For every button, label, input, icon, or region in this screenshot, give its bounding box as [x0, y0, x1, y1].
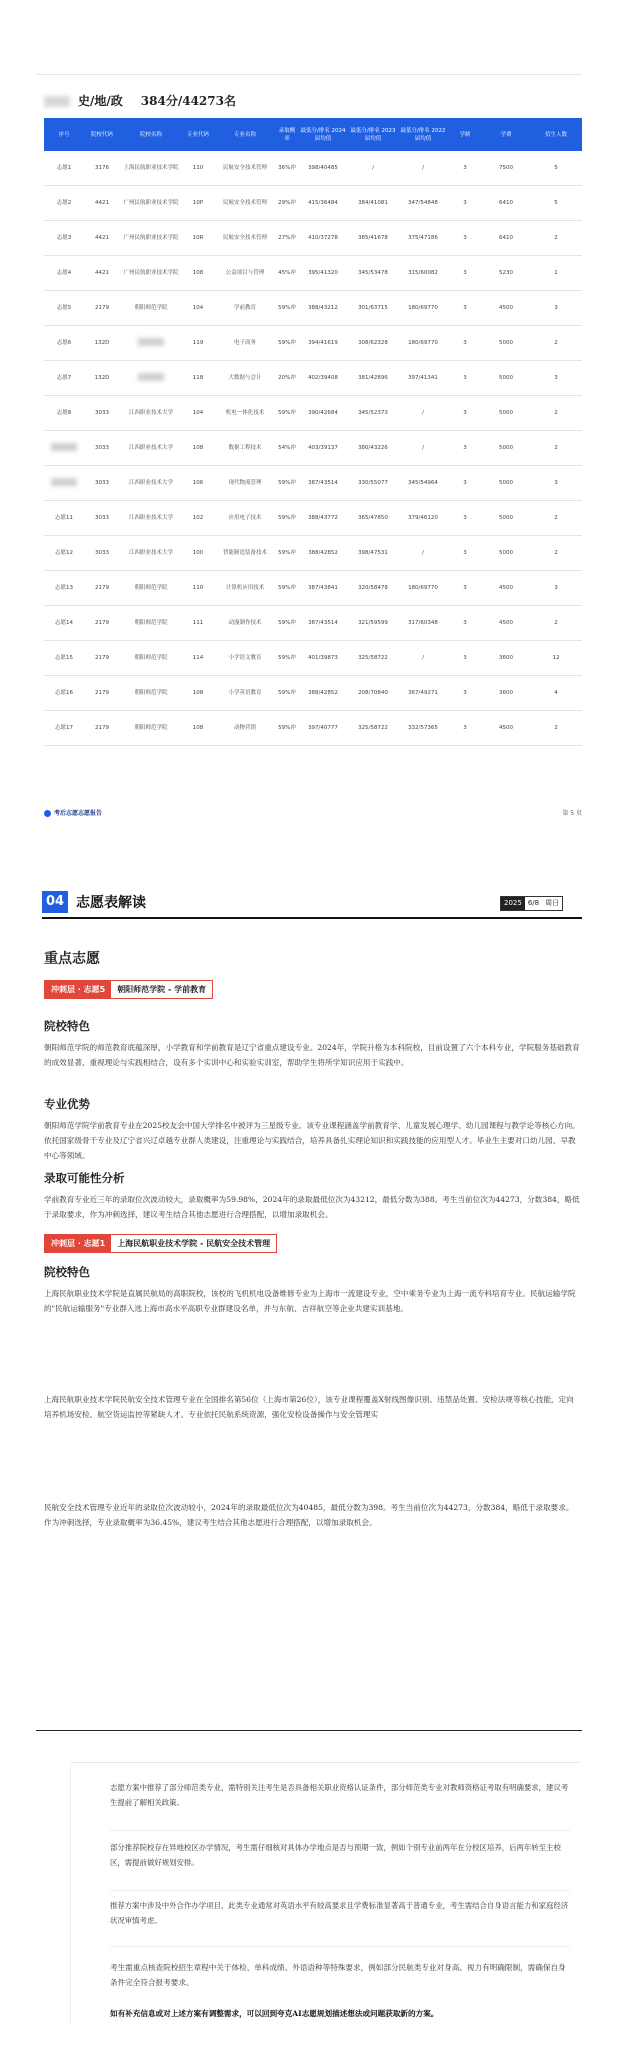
table-cell: 民航安全技术管理 — [214, 151, 276, 186]
table-cell: / — [398, 641, 448, 676]
table-cell: 3 — [448, 186, 482, 221]
table-cell: 机电一体化技术 — [214, 396, 276, 431]
school-feature-text: 朝阳师范学院的师范教育底蕴深厚，小学教育和学前教育是辽宁省重点建设专业。2024年，学院升格为本科院校，目前设置了六个本科专业，学院服务基础教育的成效显著，重视理论与实践相结合，设有多个实训中心和实验实训室，帮助学生将所学知识应用于实践中。 — [44, 1043, 580, 1067]
table-cell: 106 — [182, 466, 214, 501]
table-cell: 6410 — [482, 221, 530, 256]
table-cell: 59%冲 — [276, 326, 298, 361]
table-cell: 江西职业技术大学 — [120, 536, 182, 571]
table-cell: 上海民航职业技术学院 — [120, 151, 182, 186]
table-cell: 5 — [530, 186, 582, 221]
table-cell: 4500 — [482, 711, 530, 746]
column-header: 院校名称 — [120, 118, 182, 151]
column-header: 最低分/排名 2024届均值 — [298, 118, 348, 151]
table-cell: 59%冲 — [276, 571, 298, 606]
table-cell: 民航安全技术管理 — [214, 186, 276, 221]
table-cell: 387/43841 — [298, 571, 348, 606]
table-cell: 广州民航职业技术学院 — [120, 221, 182, 256]
table-cell: 59%冲 — [276, 466, 298, 501]
table-cell: 4421 — [84, 221, 120, 256]
section-title: 志愿表解读 — [76, 895, 146, 911]
table-cell: 114 — [182, 641, 214, 676]
table-cell: 3033 — [84, 501, 120, 536]
table-cell: 3600 — [482, 641, 530, 676]
table-cell: 381/42896 — [348, 361, 398, 396]
table-cell: 志愿16 — [44, 676, 84, 711]
table-cell: 387/43514 — [298, 606, 348, 641]
table-cell: 3 — [448, 676, 482, 711]
page-number: 第 5 页 — [562, 810, 582, 817]
table-cell: 108 — [182, 676, 214, 711]
table-cell: 志愿8 — [44, 396, 84, 431]
table-cell: 29%冲 — [276, 186, 298, 221]
table-cell: 384/41081 — [348, 186, 398, 221]
table-cell: 401/39873 — [298, 641, 348, 676]
table-cell: 388/43772 — [298, 501, 348, 536]
table-row — [44, 641, 582, 676]
note-separator — [110, 1830, 570, 1831]
table-cell: 347/54848 — [398, 186, 448, 221]
table-cell: 志愿11 — [44, 501, 84, 536]
table-cell: 朝阳师范学院 — [120, 641, 182, 676]
table-cell — [44, 431, 84, 466]
table-cell: 308/62328 — [348, 326, 398, 361]
table-cell: 3033 — [84, 536, 120, 571]
table-cell: 388/43212 — [298, 291, 348, 326]
table-cell: 志愿14 — [44, 606, 84, 641]
table-cell: 7500 — [482, 151, 530, 186]
table-cell: 3176 — [84, 151, 120, 186]
table-cell: 345/53478 — [348, 256, 398, 291]
table-cell: 332/57365 — [398, 711, 448, 746]
table-cell: 3 — [448, 711, 482, 746]
note-separator — [110, 1890, 570, 1891]
table-cell: 180/69770 — [398, 571, 448, 606]
table-cell: 345/52373 — [348, 396, 398, 431]
table-cell: 公益项目与管理 — [214, 256, 276, 291]
table-cell: 计算机应用技术 — [214, 571, 276, 606]
column-header: 最低分/排名 2023届均值 — [348, 118, 398, 151]
table-cell: 5000 — [482, 431, 530, 466]
table-cell: 3 — [530, 571, 582, 606]
redacted-cell — [51, 478, 77, 486]
table-cell: 301/63715 — [348, 291, 398, 326]
table-cell: 2 — [530, 431, 582, 466]
table-cell: 广州民航职业技术学院 — [120, 256, 182, 291]
redacted-cell — [138, 338, 164, 346]
table-cell: 3 — [448, 326, 482, 361]
school-feature-heading: 院校特色 — [44, 1019, 90, 1033]
table-row — [44, 711, 582, 746]
table-cell: 3 — [448, 466, 482, 501]
table-cell: 3600 — [482, 676, 530, 711]
table-cell: 4421 — [84, 186, 120, 221]
table-row — [44, 396, 582, 431]
table-cell: 4 — [530, 676, 582, 711]
table-cell: 110 — [182, 151, 214, 186]
footer-logo — [44, 808, 102, 817]
table-cell: 4500 — [482, 571, 530, 606]
note-1: 志愿方案中推荐了部分师范类专业，需特别关注考生是否具备相关职业资格认证条件，部分师范类专业对教师资格证考取有明确要求，建议考生提前了解相关政策。 — [110, 1783, 569, 1807]
table-cell: 5000 — [482, 326, 530, 361]
table-row — [44, 431, 582, 466]
table-cell: 3033 — [84, 396, 120, 431]
table-cell: 3 — [530, 291, 582, 326]
table-cell: / — [398, 396, 448, 431]
table-cell: 4500 — [482, 606, 530, 641]
notes-side-line — [70, 1765, 71, 2025]
table-cell: 江西职业技术大学 — [120, 501, 182, 536]
score-rank-text: 384分/44273名 — [140, 94, 236, 108]
table-cell: 小学英语教育 — [214, 676, 276, 711]
table-cell: 317/60348 — [398, 606, 448, 641]
note-4: 考生需重点核查院校招生章程中关于体检、单科成绩、外语语种等特殊要求，例如部分民航类专业对身高、视力有明确限制，需确保自身条件完全符合报考要求。 — [110, 1963, 566, 1987]
table-cell: 朝阳师范学院 — [120, 711, 182, 746]
table-cell: 59%冲 — [276, 676, 298, 711]
column-header: 专业代码 — [182, 118, 214, 151]
table-cell: 3033 — [84, 431, 120, 466]
redacted-cell — [138, 373, 164, 381]
table-cell: 45%冲 — [276, 256, 298, 291]
table-row — [44, 571, 582, 606]
major-advantage-heading: 专业优势 — [44, 1097, 90, 1111]
table-cell: 3 — [448, 151, 482, 186]
table-cell: 367/49271 — [398, 676, 448, 711]
table-cell: 3 — [448, 221, 482, 256]
redacted-cell — [51, 443, 77, 451]
tag-school-major: 朝阳师范学院 - 学前教育 — [117, 985, 207, 994]
date-md: 6/8 — [527, 899, 540, 907]
table-cell: 10P — [182, 186, 214, 221]
table-cell: 12 — [530, 641, 582, 676]
school-feature-text-2: 上海民航职业技术学院是直属民航局的高职院校，该校的飞机机电设备维修专业为上海市一流建设专业，空中乘务专业为上海一流专科培育专业。民航运输学院的"民航运输服务"专业群入选上海市高水平高职专业群建设名单，并与东航、吉祥航空等企业共建实训基地。 — [44, 1289, 576, 1313]
table-cell: 3 — [448, 291, 482, 326]
report-page — [0, 0, 620, 830]
table-cell: 3 — [448, 501, 482, 536]
table-cell: / — [348, 151, 398, 186]
table-cell — [120, 326, 182, 361]
table-cell: 3 — [448, 536, 482, 571]
table-cell: 2179 — [84, 291, 120, 326]
table-cell: 动漫制作技术 — [214, 606, 276, 641]
table-cell: 108 — [182, 711, 214, 746]
table-cell: 2179 — [84, 571, 120, 606]
table-cell: 大数据与会计 — [214, 361, 276, 396]
table-cell: 江西职业技术大学 — [120, 396, 182, 431]
table-cell: 104 — [182, 291, 214, 326]
table-cell: / — [398, 536, 448, 571]
table-cell: 208/70840 — [348, 676, 398, 711]
table-cell: 365/47850 — [348, 501, 398, 536]
table-cell: 27%冲 — [276, 221, 298, 256]
table-row — [44, 676, 582, 711]
table-row — [44, 256, 582, 291]
table-cell: 3 — [530, 361, 582, 396]
table-cell: 志愿2 — [44, 186, 84, 221]
table-cell: 朝阳师范学院 — [120, 291, 182, 326]
major-advantage-text-2: 上海民航职业技术学院民航安全技术管理专业在全国排名第56位（上海市第26位），该专业课程覆盖X射线图像识别、违禁品处置、安检法规等核心技能，定向培养机场安检、航空货运监控等紧缺人才。专业依托民航系统资源，强化安检设备操作与安全管理实 — [44, 1395, 574, 1419]
table-cell: 2179 — [84, 711, 120, 746]
table-cell: 397/40777 — [298, 711, 348, 746]
table-cell: 375/47186 — [398, 221, 448, 256]
column-header: 序号 — [44, 118, 84, 151]
table-cell: 315/60082 — [398, 256, 448, 291]
table-cell: / — [398, 151, 448, 186]
table-cell: 小学语文教育 — [214, 641, 276, 676]
table-cell: 102 — [182, 501, 214, 536]
table-cell: 132D — [84, 361, 120, 396]
page-footer — [44, 808, 582, 818]
table-cell: 2 — [530, 501, 582, 536]
table-cell: 3 — [448, 396, 482, 431]
column-header: 学制 — [448, 118, 482, 151]
table-cell: 朝阳师范学院 — [120, 676, 182, 711]
table-cell: 403/39137 — [298, 431, 348, 466]
table-row — [44, 291, 582, 326]
notes-divider — [36, 1730, 582, 1731]
table-cell: 4421 — [84, 256, 120, 291]
table-cell: 朝阳师范学院 — [120, 606, 182, 641]
date-box — [500, 896, 563, 911]
subjects-text: 史/地/政 — [78, 94, 123, 108]
table-cell: 54%冲 — [276, 431, 298, 466]
table-cell: 2 — [530, 711, 582, 746]
table-cell: 2 — [530, 396, 582, 431]
major-advantage-text: 朝阳师范学院学前教育专业在2025校友会中国大学排名中被评为三星级专业。该专业课程涵盖学前教育学、儿童发展心理学、幼儿园课程与教学论等核心方向。依托国家级骨干专业及辽宁省兴辽卓越专业群人类建设，注重理论与实践结合，培养具备扎实理论知识和实践技能的应用型人才。毕业生主要对口幼儿园、早教中心等领域。 — [44, 1121, 580, 1160]
table-cell: 现代物流管理 — [214, 466, 276, 501]
table-cell: 2179 — [84, 641, 120, 676]
table-cell: 387/43514 — [298, 466, 348, 501]
table-cell: 330/55077 — [348, 466, 398, 501]
table-cell: 5000 — [482, 536, 530, 571]
table-cell: 6410 — [482, 186, 530, 221]
table-cell: 110 — [182, 571, 214, 606]
table-cell: 2 — [530, 326, 582, 361]
table-cell: 志愿12 — [44, 536, 84, 571]
table-cell: 志愿7 — [44, 361, 84, 396]
table-cell: 394/41619 — [298, 326, 348, 361]
table-cell: 1 — [530, 256, 582, 291]
table-cell: 3 — [448, 361, 482, 396]
table-cell: 5 — [530, 151, 582, 186]
probability-text-2: 民航安全技术管理专业近年的录取位次波动较小，2024年的录取最低位次为40485，最低分数为398。考生当前位次为44273，分数384，略低于录取要求。作为冲刺选择，专业录取概率为36.45%，建议考生结合其他志愿进行合理搭配，以增加录取机会。 — [44, 1503, 574, 1527]
table-cell: 2 — [530, 221, 582, 256]
table-cell: 志愿13 — [44, 571, 84, 606]
table-cell: 2 — [530, 536, 582, 571]
table-cell: 5000 — [482, 361, 530, 396]
table-cell: 132D — [84, 326, 120, 361]
table-row — [44, 361, 582, 396]
table-row — [44, 466, 582, 501]
column-header: 录取概率 — [276, 118, 298, 151]
table-cell: 104 — [182, 396, 214, 431]
table-cell: 3 — [448, 256, 482, 291]
table-cell: 数据工程技术 — [214, 431, 276, 466]
top-divider — [36, 74, 582, 75]
table-cell: 398/47531 — [348, 536, 398, 571]
table-cell: 动物营销 — [214, 711, 276, 746]
logo-icon — [44, 810, 51, 817]
table-cell: 志愿6 — [44, 326, 84, 361]
column-header: 院校代码 — [84, 118, 120, 151]
focus-tag-1 — [44, 980, 213, 999]
table-cell: 402/39408 — [298, 361, 348, 396]
table-cell: 410/37278 — [298, 221, 348, 256]
table-cell: 10R — [182, 221, 214, 256]
table-cell: 59%冲 — [276, 711, 298, 746]
table-row — [44, 151, 582, 186]
table-row — [44, 501, 582, 536]
table-cell: 3 — [448, 641, 482, 676]
table-cell: 2179 — [84, 676, 120, 711]
table-cell: 180/69770 — [398, 291, 448, 326]
table-row — [44, 186, 582, 221]
table-header-row — [44, 118, 582, 151]
table-cell: 5000 — [482, 501, 530, 536]
table-cell: 5000 — [482, 466, 530, 501]
table-cell: / — [398, 431, 448, 466]
table-row — [44, 606, 582, 641]
table-row — [44, 536, 582, 571]
table-cell: 345/54964 — [398, 466, 448, 501]
table-body — [44, 151, 582, 746]
section-number: 04 — [42, 891, 68, 913]
note-3: 推荐方案中涉及中外合作办学项目，此类专业通常对英语水平有较高要求且学费标准显著高于普通专业，考生需结合自身语言能力和家庭经济状况审慎考虑。 — [110, 1901, 569, 1925]
table-cell: 59%冲 — [276, 501, 298, 536]
table-cell: 397/41341 — [398, 361, 448, 396]
volunteer-table — [44, 118, 582, 746]
table-cell: 志愿3 — [44, 221, 84, 256]
table-cell: 志愿1 — [44, 151, 84, 186]
table-cell: 朝阳师范学院 — [120, 571, 182, 606]
table-cell: 59%冲 — [276, 606, 298, 641]
table-cell: 广州民航职业技术学院 — [120, 186, 182, 221]
table-cell: 395/41320 — [298, 256, 348, 291]
notes-top-line — [70, 1762, 580, 1763]
table-cell: 119 — [182, 326, 214, 361]
table-cell: 志愿17 — [44, 711, 84, 746]
date-week: 周日 — [545, 899, 560, 907]
table-cell: 380/43226 — [348, 431, 398, 466]
table-cell: 应用电子技术 — [214, 501, 276, 536]
table-cell: 398/40485 — [298, 151, 348, 186]
tag-school-major: 上海民航职业技术学院 - 民航安全技术管理 — [117, 1239, 271, 1248]
table-cell: 3 — [448, 571, 482, 606]
student-header — [44, 92, 236, 109]
table-cell: 390/42684 — [298, 396, 348, 431]
table-cell: 20%冲 — [276, 361, 298, 396]
table-cell: 388/42852 — [298, 676, 348, 711]
column-header: 学费 — [482, 118, 530, 151]
table-cell: 111 — [182, 606, 214, 641]
probability-heading: 录取可能性分析 — [44, 1171, 125, 1185]
section-divider — [42, 917, 582, 919]
closing-line: 如有补充信息或对上述方案有调整需求，可以回到夸克AI志愿规划描述想法或问题获取新的方案。 — [110, 2009, 439, 2018]
table-cell: 325/58722 — [348, 711, 398, 746]
tag-level: 冲刺层 · 志愿1 — [45, 1235, 111, 1252]
redacted-name — [44, 96, 70, 107]
note-separator — [110, 1946, 570, 1947]
table-cell: 智能制造装备技术 — [214, 536, 276, 571]
table-cell: 5230 — [482, 256, 530, 291]
table-cell: 3033 — [84, 466, 120, 501]
table-cell: 59%冲 — [276, 536, 298, 571]
table-row — [44, 221, 582, 256]
table-cell: 385/41678 — [348, 221, 398, 256]
table-cell: 108 — [182, 431, 214, 466]
tag-level: 冲刺层 · 志愿5 — [45, 981, 111, 998]
table-cell: 电子商务 — [214, 326, 276, 361]
table-cell — [120, 361, 182, 396]
table-cell: 2179 — [84, 606, 120, 641]
closing-text — [110, 1960, 570, 2021]
table-cell: 民航安全技术管理 — [214, 221, 276, 256]
table-cell: 志愿4 — [44, 256, 84, 291]
table-cell: 5000 — [482, 396, 530, 431]
date-year: 2025 — [501, 897, 525, 910]
table-cell: 59%冲 — [276, 291, 298, 326]
table-row — [44, 326, 582, 361]
column-header: 专业名称 — [214, 118, 276, 151]
table-cell: 36%冲 — [276, 151, 298, 186]
note-2: 部分推荐院校存在异地校区办学情况，考生需仔细核对具体办学地点是否与预期一致，例如个别专业前两年在分校区培养，后两年转至主校区，需提前做好规划安排。 — [110, 1843, 561, 1867]
table-cell: 379/46120 — [398, 501, 448, 536]
probability-text: 学前教育专业近三年的录取位次波动较大，录取概率为59.98%，2024年的录取最低位次为43212，最低分数为388。考生当前位次为44273，分数384，略低于录取要求，作为冲刺选择，建议考生结合其他志愿进行合理搭配，以增加录取机会。 — [44, 1195, 580, 1219]
table-cell: 3 — [530, 466, 582, 501]
focus-title: 重点志愿 — [44, 951, 100, 967]
table-cell: 415/36484 — [298, 186, 348, 221]
table-cell: 4500 — [482, 291, 530, 326]
table-cell: 321/59599 — [348, 606, 398, 641]
table-cell: 志愿5 — [44, 291, 84, 326]
section-header — [36, 888, 582, 918]
table-cell: 59%冲 — [276, 396, 298, 431]
table-cell: 志愿15 — [44, 641, 84, 676]
table-cell: 江西职业技术大学 — [120, 431, 182, 466]
table-cell: 388/42852 — [298, 536, 348, 571]
table-cell: 59%冲 — [276, 641, 298, 676]
table-cell: 江西职业技术大学 — [120, 466, 182, 501]
table-cell — [44, 466, 84, 501]
table-cell: 325/58722 — [348, 641, 398, 676]
school-feature-heading-2: 院校特色 — [44, 1265, 90, 1279]
table-cell: 100 — [182, 536, 214, 571]
table-cell: 学前教育 — [214, 291, 276, 326]
table-cell: 180/69770 — [398, 326, 448, 361]
table-cell: 2 — [530, 606, 582, 641]
table-cell: 320/58478 — [348, 571, 398, 606]
footer-logo-text: 考后志愿志愿报告 — [54, 810, 103, 817]
column-header: 最低分/排名 2022届均值 — [398, 118, 448, 151]
focus-tag-2 — [44, 1234, 277, 1253]
table-cell: 108 — [182, 256, 214, 291]
table-cell: 3 — [448, 431, 482, 466]
table-cell: 3 — [448, 606, 482, 641]
table-cell: 118 — [182, 361, 214, 396]
column-header: 招生人数 — [530, 118, 582, 151]
